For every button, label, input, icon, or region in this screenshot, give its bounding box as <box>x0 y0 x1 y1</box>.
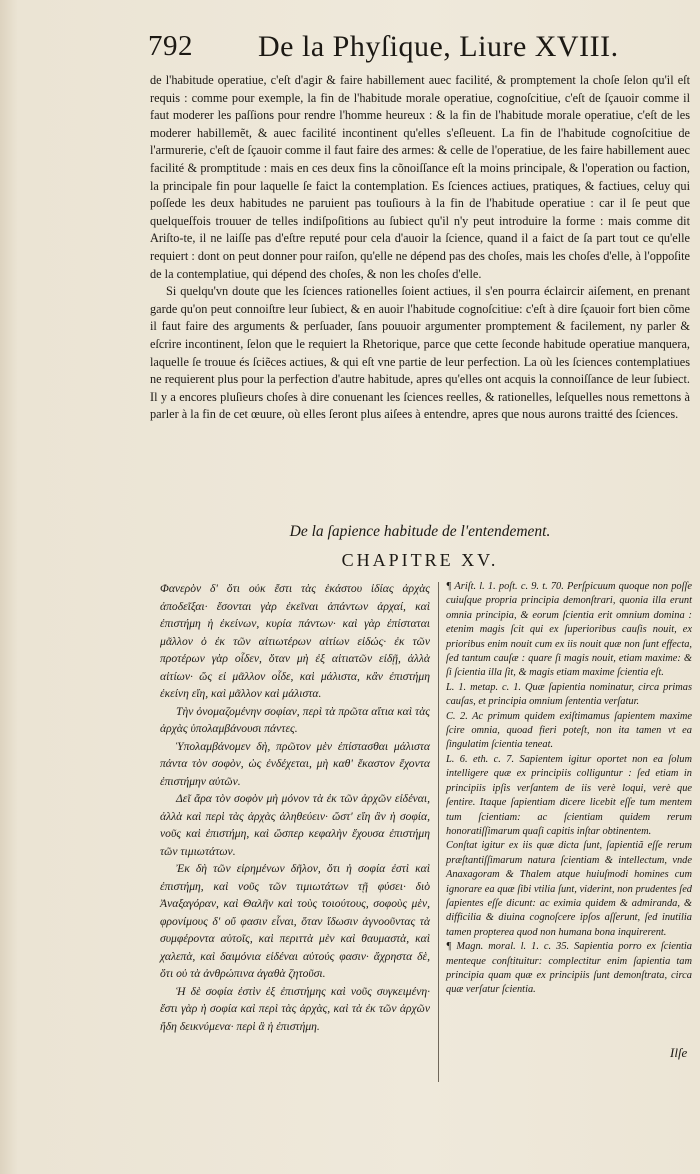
latin-note: C. 2. Ac primum quidem exiſtimamus ſapientem maxime ſcire omnia, quoad fieri poteſt, non ita tamen vt ea ſingulatim ſcientia teneat. <box>446 710 692 751</box>
paragraph: de l'habitude operatiue, c'eſt d'agir & faire habillement auec facilité, & promptement la choſe ſelon qu'il eſt requis : comme pour exemple, la fin de l'habitude morale operatiue, cognoſcitiue, c'eſt de ſçauoir comme il faut moderer les paſſions pour rendre l'homme heureux : & la fin de l'habitude morale operatiue, c'eſt de les moderer habillemẽt, & auec facilité incontinent qu'elles s'eſleuent. La fin de l'habitude cognoſcitiue de l'armurerie, c'eſt de ſçauoir comme il faut faire des armes: & celle de l'operatiue, de les faire habillement auec facilité & promptitude : mais en ces deux fins la cõnoiſſance eſt la moins principale, & l'operation ou faction, la principale fin pour laquelle ſe faict la contemplation. Es ſciences actiues, pratiques, & factiues, celuy qui poſſede les deux habitudes ne paruient pas touſiours à la fin de l'habitude operatiue : car il ſe peut que quelqueſfois trouuer de telles indiſpoſitions au ſubiect qu'il n'y peut introduire la forme : mais comme dit Ariſto-te, il ne laiſſe pas d'eſtre reputé pour cela d'auoir la ſcience, quand il a faict de ſa part tout ce qu'elle requiert : dont on peut donner pour raiſon, qu'elle ne dépend pas des choſes, mais les choſes d'elle, à l'oppoſite de la contemplatiue, qui dépend des choſes, & non les choſes d'elle. <box>150 73 690 281</box>
greek-paragraph: Φανερὸν δ' ὅτι οὐκ ἔστι τὰς ἑκάστου ἰδίας ἀρχὰς ἀποδεῖξαι· ἔσονται γὰρ ἐκεῖναι ἁπάντων ἀρχαί, καὶ ἐπιστήμη ἡ ἐκείνων, κυρία πάντων· καὶ γὰρ ἐπίσταται μᾶλλον ὁ ἐκ τῶν αἰτιωτέρων αἰτίων εἰδώς· ἐκ τῶν προτέρων γὰρ οἶδεν, ὅταν μὴ ἐξ αἰτιατῶν εἰδῇ, ἀλλὰ αἰτίων· ὥς εἰ μᾶλλον οἶδε, καὶ μάλιστα, κἂν ἐπιστήμη ἐκείνη εἴη, καὶ μᾶλλον καὶ μάλιστα. <box>160 582 430 700</box>
greek-paragraph: Δεῖ ἄρα τὸν σοφὸν μὴ μόνον τὰ ἐκ τῶν ἀρχῶν εἰδέναι, ἀλλὰ καὶ περὶ τὰς ἀρχὰς ἀληθεύειν· ὥστ' εἴη ἂν ἡ σοφία, νοῦς καὶ ἐπιστήμη, καὶ ὥσπερ κεφαλὴν ἔχουσα ἐπιστήμη τῶν τιμιωτάτων. <box>160 792 430 858</box>
latin-note: ¶ Magn. moral. l. 1. c. 35. Sapientia porro ex ſcientia menteque conſtituitur: complectitur enim ſapientia tam principia quam quæ ex principiis ſunt demonſtrata, circa quæ verſatur ſcientia. <box>446 941 692 996</box>
greek-paragraph: Ὑπολαμβάνομεν δὴ, πρῶτον μὲν ἐπίστασθαι μάλιστα πάντα τὸν σοφὸν, ὡς ἐνδέχεται, μὴ καθ' ἕκαστον ἔχοντα ἐπιστήμην αὐτῶν. <box>160 739 430 788</box>
latin-note: L. 1. metap. c. 1. Quæ ſapientia nominatur, circa primas cauſas, et principia omnium ſententia verſatur. <box>446 681 692 708</box>
running-head <box>148 30 688 70</box>
main-text <box>150 72 690 424</box>
latin-note: L. 6. eth. c. 7. Sapientem igitur oportet non ea ſolum intelligere quæ ex principiis colliguntur : ſed etiam in principiis ipſis verſantem de iis verè loqui, verè que ſentire. Itaque ſapientiam dicere licebit eſſe tum mentem tum ſcientiam: ac ſcientiam quidem rerum honoratiſſimarum quaſi capitis inſtar obtinentem. <box>446 753 692 837</box>
greek-paragraph: Ἐκ δὴ τῶν εἰρημένων δῆλον, ὅτι ἡ σοφία ἐστὶ καὶ ἐπιστήμη, καὶ νοῦς τῶν τιμιωτάτων τῇ φύσει· διὸ Ἀναξαγόραν, καὶ Θαλῆν καὶ τοὺς τοιούτους, σοφοὺς μὲν, φρονίμους δ' οὔ φασιν εἶναι, ὅταν ἴδωσιν ἀγνοοῦντας τὰ συμφέροντα αὑτοῖς, καὶ περιττὰ μὲν καὶ θαυμαστὰ, καὶ χαλεπὰ, καὶ δαιμόνια εἰδέναι αὐτούς φασιν· ἄχρηστα δὲ, ὅτι οὐ τὰ ἀνθρώπινα ἀγαθὰ ζητοῦσι. <box>160 862 430 980</box>
catchword: Ilſe <box>670 1045 688 1060</box>
section-heading: De la ſapience habitude de l'entendement. <box>289 523 551 540</box>
greek-paragraph: Ἡ δὲ σοφία ἐστὶν ἐξ ἐπιστήμης καὶ νοῦς συγκειμένη· ἔστι γὰρ ἡ σοφία καὶ περὶ τὰς ἀρχὰς, καὶ τὰ ἐκ τῶν ἀρχῶν ἤδη δεικνύμενα· περὶ ἃ ἡ ἐπιστήμη. <box>160 984 430 1033</box>
latin-column <box>446 580 692 998</box>
page-number: 792 <box>148 30 193 62</box>
greek-paragraph: Τὴν ὀνομαζομένην σοφίαν, περὶ τὰ πρῶτα αἴτια καὶ τὰς ἀρχὰς ὑπολαμβάνουσι πάντες. <box>160 704 430 735</box>
latin-note: ¶ Ariſt. l. 1. poſt. c. 9. t. 70. Perſpicuum quoque non poſſe cuiuſque propria principia demonſtrari, quonia illa erunt omnia principia, & eorum ſcientia erit omnium domina : etenim magis ſcit qui ex ſuperioribus cauſis nouit, ex prioribus enim nouit cum ex iis nouit quæ non ſunt effecta, ſed tantum cauſæ : quare ſi magis nouit, etiam maxime: & ſi ſcientia illa ſit, & magis etiam maxime ſcientia eſt. <box>446 581 692 679</box>
greek-column <box>160 580 430 1035</box>
column-divider <box>438 582 439 1082</box>
latin-note: Conſtat igitur ex iis quæ dicta ſunt, ſapientiã eſſe rerum præſtantiſſimarum natura ſcientiam & intellectum, vnde Anaxagoram & Thalem atque huiuſmodi homines cum ignorare ea quæ ſibi vtilia ſunt, viderint, non prudentes ſed ſapientes eſſe dicunt: ac eximia quidem & admiranda, & difficilia & diuina cognoſcere ipſos aſſerunt, ſed inutilia tamen propterea quod non humana bona inquirerent. <box>446 840 692 938</box>
chapter-heading: CHAPITRE XV. <box>341 550 499 570</box>
running-title: De la Phyſique, Liure XVIII. <box>258 30 619 63</box>
paragraph: Si quelqu'vn doute que les ſciences rationelles ſoient actiues, il s'en pourra éclaircir aiſement, en prenant garde qu'on peut connoiſtre leur ſubiect, & en auoir l'habitude cognoſcitiue: c'eſt à dire ſçauoir fort bien cõme il faut faire des arguments & perſuader, ſans pouuoir argumenter promptement & facilement, ny parler & eſcrire incontinent, ſelon que le requiert la Rhetorique, parce que cette ſeconde habitude operatiue manquera, laquelle ſe trouue és ſciẽces actiues, & qui eſt vne partie de leur perfection. La où les ſciences contemplatiues ne requierent plus pour la perfection d'autre habitude, apres qu'elles ont acquis la connoiſſance de leur ſubiect. Il y a encores pluſieurs choſes à dire conuenant les ſciences reelles, & rationelles, leſquelles nous remettons à parler à la fin de cet œuure, où elles ſeront plus aiſees à entendre, apres que nous aurons traitté des ſciences. <box>150 284 690 422</box>
